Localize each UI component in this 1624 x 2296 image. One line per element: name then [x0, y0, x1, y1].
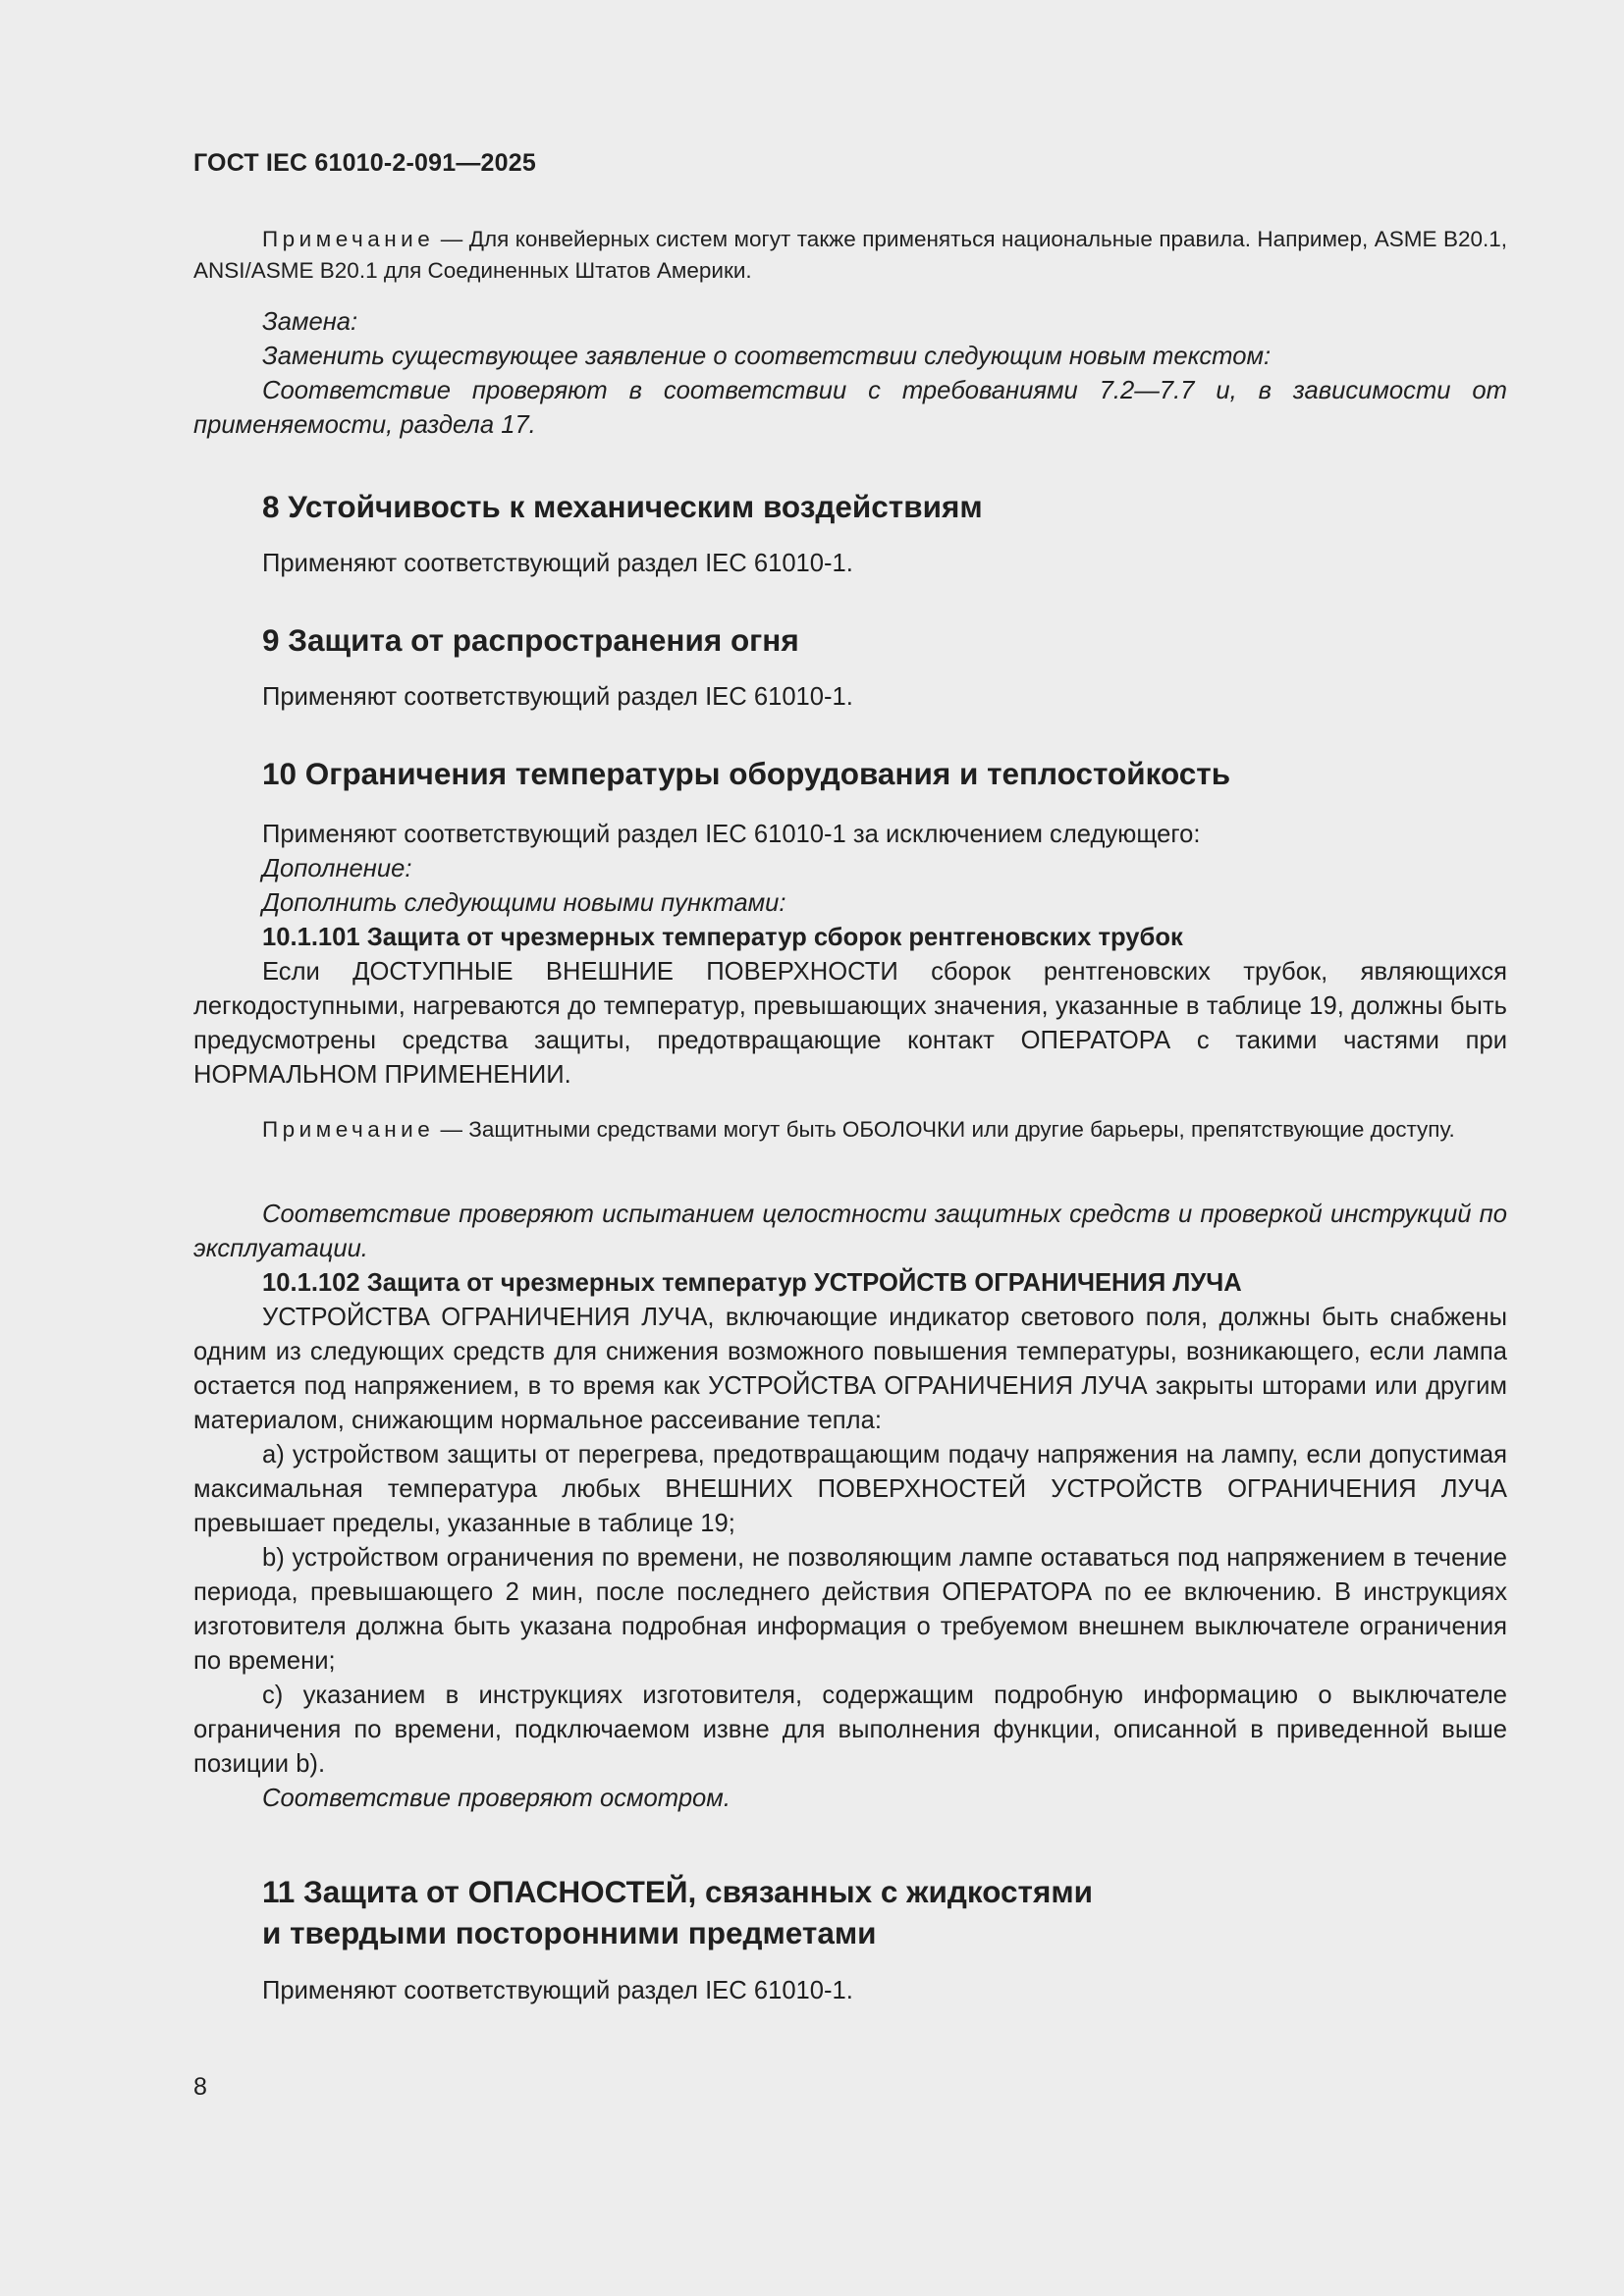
note-text-2: — Защитными средствами могут быть ОБОЛОЧКИ или другие барьеры, препятствующие доступу. — [434, 1117, 1455, 1142]
list-item-a: a) устройством защиты от перегрева, предотвращающим подачу напряжения на лампу, если допустимая максимальная температура любых ВНЕШНИХ ПОВЕРХНОСТЕЙ УСТРОЙСТВ ОГРАНИЧЕНИЯ ЛУЧА превышает пределы, указанные в таблице 19; — [193, 1441, 1507, 1537]
subsection-10-1-101-compliance: Соответствие проверяют испытанием целостности защитных средств и проверкой инструкций по эксплуатации. — [193, 1201, 1507, 1262]
section-11-heading-line1: 11 Защита от ОПАСНОСТЕЙ, связанных с жидкостями — [262, 1874, 1094, 1909]
page-number: 8 — [193, 2073, 207, 2101]
section-8 — [193, 486, 1507, 527]
subsection-10-1-102-compliance: Соответствие проверяют осмотром. — [262, 1785, 731, 1812]
section-9-body — [193, 680, 1507, 715]
replacement-block — [193, 305, 1507, 443]
addition-label: Дополнение: — [262, 855, 412, 882]
note-protective-means — [193, 1114, 1507, 1146]
note-label-2: Примечание — [262, 1117, 435, 1142]
section-9-text: Применяют соответствующий раздел IEC 61010-1. — [262, 683, 853, 711]
section-8-heading: 8 Устойчивость к механическим воздействиям — [262, 489, 983, 524]
section-11-body — [193, 1974, 1507, 2008]
note-conveyor — [193, 224, 1507, 287]
list-item-c: c) указанием в инструкциях изготовителя, содержащим подробную информацию о выключателе ограничения по времени, подключаемом извне для выполнения функции, описанной в приведенной выше позиции b). — [193, 1682, 1507, 1778]
replacement-instruction: Заменить существующее заявление о соответствии следующим новым текстом: — [262, 343, 1272, 370]
subsection-10-1-102-heading: 10.1.102 Защита от чрезмерных температур УСТРОЙСТВ ОГРАНИЧЕНИЯ ЛУЧА — [262, 1269, 1242, 1297]
list-item-b: b) устройством ограничения по времени, не позволяющим лампе оставаться под напряжением в течение периода, превышающего 2 мин, после последнего действия ОПЕРАТОРА по ее включению. В инструкциях изготовителя должна быть указана подробная информация о требуемом внешнем выключателе ограничения по времени; — [193, 1544, 1507, 1675]
subsection-10-1-102-text: УСТРОЙСТВА ОГРАНИЧЕНИЯ ЛУЧА, включающие индикатор светового поля, должны быть снабжены одним из следующих средств для снижения возможного повышения температуры, возникающего, если лампа остается под напряжением, в то время как УСТРОЙСТВА ОГРАНИЧЕНИЯ ЛУЧА закрыты шторами или другим материалом, снижающим нормальное рассеивание тепла: — [193, 1304, 1507, 1434]
section-8-body — [193, 547, 1507, 581]
section-10 — [193, 753, 1507, 794]
section-10-body — [193, 818, 1507, 1093]
section-10-heading: 10 Ограничения температуры оборудования и теплостойкость — [262, 756, 1231, 791]
note-label: Примечание — [262, 227, 435, 251]
replacement-label: Замена: — [262, 308, 358, 336]
note-text: — Для конвейерных систем могут также применяться национальные правила. Например, ASME B20.1, ANSI/ASME B20.1 для Соединенных Штатов Америки. — [193, 227, 1507, 283]
document-code-header: ГОСТ IEC 61010-2-091—2025 — [193, 149, 536, 177]
section-11-heading-line2: и твердыми посторонними предметами — [262, 1915, 877, 1950]
section-11-text: Применяют соответствующий раздел IEC 61010-1. — [262, 1977, 853, 2004]
section-10-intro: Применяют соответствующий раздел IEC 61010-1 за исключением следующего: — [262, 821, 1201, 848]
addition-instruction: Дополнить следующими новыми пунктами: — [262, 889, 786, 917]
subsection-10-1-101-heading: 10.1.101 Защита от чрезмерных температур сборок рентгеновских трубок — [262, 924, 1183, 951]
subsection-10-1-101-text: Если ДОСТУПНЫЕ ВНЕШНИЕ ПОВЕРХНОСТИ сборок рентгеновских трубок, являющихся легкодоступными, нагреваются до температур, превышающих значения, указанные в таблице 19, должны быть предусмотрены средства защиты, предотвращающие контакт ОПЕРАТОРА с такими частями при НОРМАЛЬНОМ ПРИМЕНЕНИИ. — [193, 958, 1507, 1089]
section-11 — [193, 1871, 1507, 1953]
replacement-compliance: Соответствие проверяют в соответствии с требованиями 7.2—7.7 и, в зависимости от применяемости, раздела 17. — [193, 377, 1507, 439]
subsection-10-1-102-block — [193, 1198, 1507, 1816]
section-8-text: Применяют соответствующий раздел IEC 61010-1. — [262, 550, 853, 577]
section-9 — [193, 619, 1507, 661]
section-9-heading: 9 Защита от распространения огня — [262, 622, 799, 658]
